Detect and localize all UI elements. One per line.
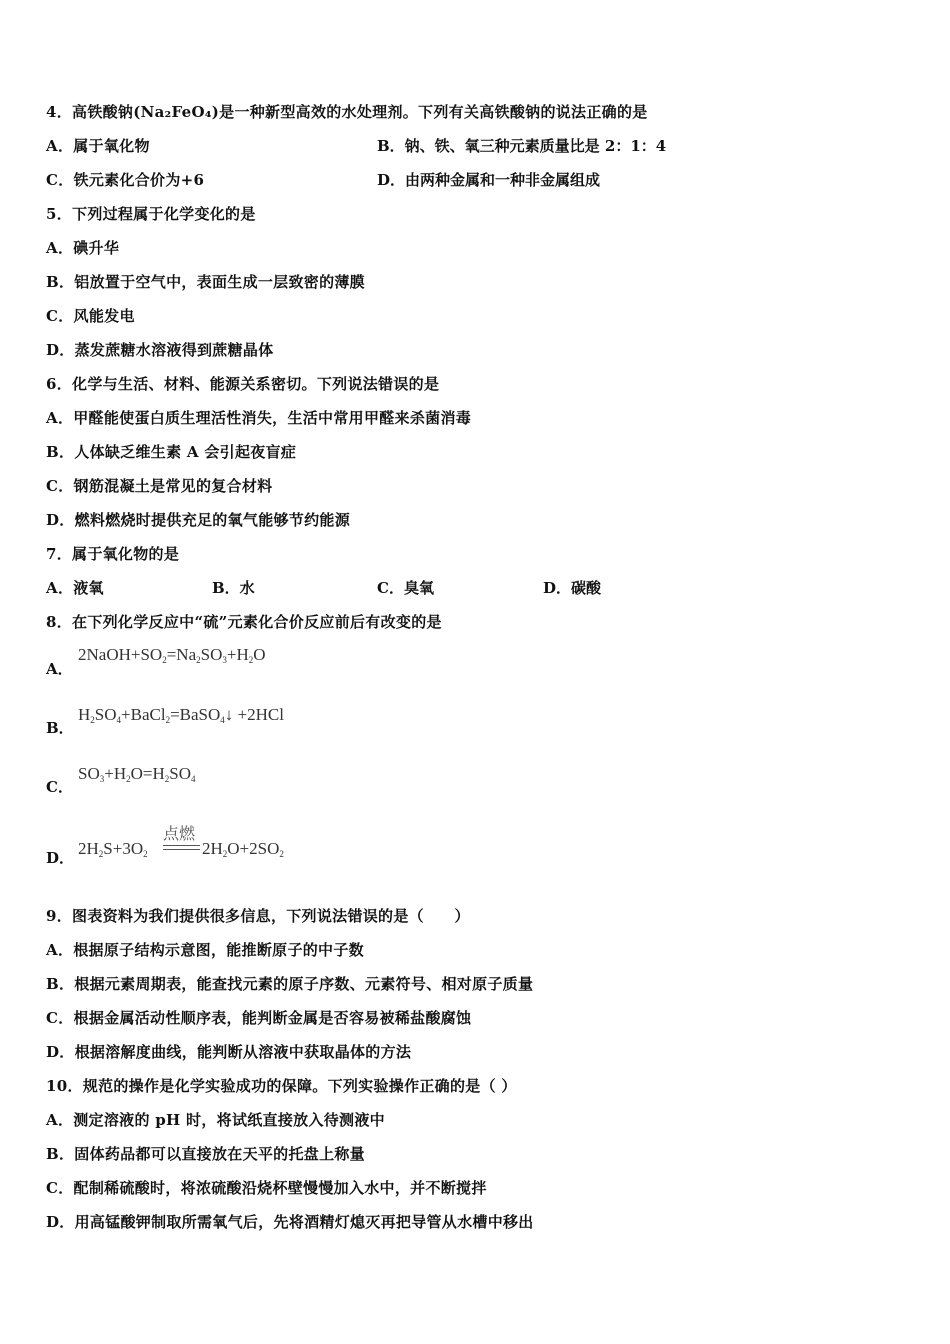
q10-stem: 10．规范的操作是化学实验成功的保障。下列实验操作正确的是（ ） [46, 1077, 517, 1095]
q7-option-a: A．液氧 [46, 579, 104, 597]
q8-option-d-reactants: $2H_2S+3O_2$ [78, 839, 148, 859]
q8-stem: 8．在下列化学反应中“硫”元素化合价反应前后有改变的是 [46, 613, 442, 631]
q4-option-b: B．钠、铁、氧三种元素质量比是 2：1：4 [377, 137, 667, 155]
q7-option-c: C．臭氧 [377, 579, 434, 597]
q4-stem: 4．高铁酸钠(Na₂FeO₄)是一种新型高效的水处理剂。下列有关高铁酸钠的说法正确的是 [46, 103, 648, 121]
q10-option-b: B．固体药品都可以直接放在天平的托盘上称量 [46, 1145, 365, 1163]
q8-option-c-label: C． [46, 778, 73, 796]
q6-option-b: B．人体缺乏维生素 A 会引起夜盲症 [46, 443, 297, 461]
q10-option-c: C．配制稀硫酸时，将浓硫酸沿烧杯壁慢慢加入水中，并不断搅拌 [46, 1179, 487, 1197]
q5-option-a: A．碘升华 [46, 239, 120, 257]
q4-option-d: D．由两种金属和一种非金属组成 [377, 171, 601, 189]
q7-option-d: D．碳酸 [543, 579, 602, 597]
q6-option-c: C．钢筋混凝土是常见的复合材料 [46, 477, 273, 495]
q8-option-a-equation: $2NaOH+SO_2=Na_2SO_3+H_2O$ [78, 645, 266, 665]
q9-option-a: A．根据原子结构示意图，能推断原子的中子数 [46, 941, 364, 959]
q9-option-b: B．根据元素周期表，能查找元素的原子序数、元素符号、相对原子质量 [46, 975, 534, 993]
q9-option-d: D．根据溶解度曲线，能判断从溶液中获取晶体的方法 [46, 1043, 412, 1061]
q5-stem: 5．下列过程属于化学变化的是 [46, 205, 256, 223]
q6-option-a: A．甲醛能使蛋白质生理活性消失，生活中常用甲醛来杀菌消毒 [46, 409, 472, 427]
q9-option-c: C．根据金属活动性顺序表，能判断金属是否容易被稀盐酸腐蚀 [46, 1009, 472, 1027]
q6-stem: 6．化学与生活、材料、能源关系密切。下列说法错误的是 [46, 375, 440, 393]
q8-option-c-equation: $SO_3+H_2O=H_2SO_4$ [78, 764, 196, 784]
q8-option-a-label: A． [46, 660, 73, 678]
q8-option-d-label: D． [46, 849, 75, 867]
q4-option-c: C．铁元素化合价为+6 [46, 171, 205, 189]
q8-option-d-equals-sign [163, 845, 200, 850]
q5-option-b: B．铝放置于空气中，表面生成一层致密的薄膜 [46, 273, 365, 291]
q5-option-d: D．蒸发蔗糖水溶液得到蔗糖晶体 [46, 341, 274, 359]
q7-stem: 7．属于氧化物的是 [46, 545, 180, 563]
q8-option-d-products: $2H_2O+2SO_2$ [202, 839, 284, 859]
q7-option-b: B．水 [212, 579, 255, 597]
q5-option-c: C．风能发电 [46, 307, 135, 325]
q10-option-d: D．用高锰酸钾制取所需氧气后，先将酒精灯熄灭再把导管从水槽中移出 [46, 1213, 534, 1231]
q9-stem: 9．图表资料为我们提供很多信息，下列说法错误的是（ ） [46, 907, 470, 925]
q6-option-d: D．燃料燃烧时提供充足的氧气能够节约能源 [46, 511, 351, 529]
q4-option-a: A．属于氧化物 [46, 137, 150, 155]
q10-option-a: A．测定溶液的 pH 时，将试纸直接放入待测液中 [46, 1111, 385, 1129]
q8-option-b-equation: $H_2SO_4+BaCl_2=BaSO_4↓ +2HCl$ [78, 705, 284, 725]
q8-option-d-condition: 点燃 [163, 824, 196, 843]
q8-option-b-label: B． [46, 719, 74, 737]
